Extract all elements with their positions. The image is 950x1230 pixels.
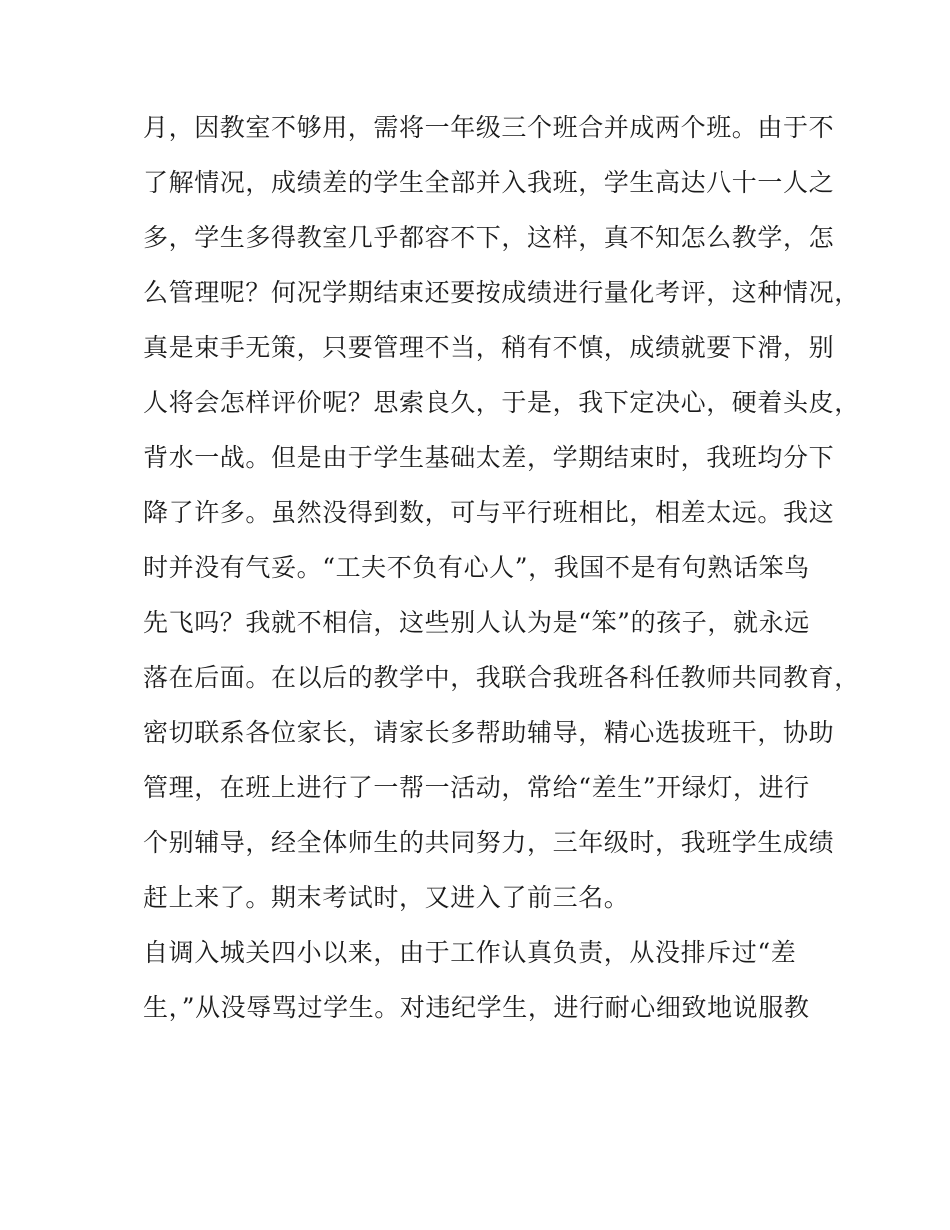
text-line: 降了许多。虽然没得到数，可与平行班相比，相差太远。我这: [143, 498, 835, 527]
text-line: 月，因教室不够用，需将一年级三个班合并成两个班。由于不: [143, 113, 835, 142]
text-line: 背水一战。但是由于学生基础太差，学期结束时，我班均分下: [143, 443, 835, 472]
text-line: 个别辅导，经全体师生的共同努力，三年级时，我班学生成绩: [143, 828, 835, 857]
text-line: 时并没有气妥。“工夫不负有心人”，我国不是有句熟话笨鸟: [143, 553, 810, 582]
text-line: 自调入城关四小以来，由于工作认真负责，从没排斥过“差: [143, 938, 797, 967]
text-line: 人将会怎样评价呢？思索良久，于是，我下定决心，硬着头皮，: [143, 388, 860, 417]
text-line: 落在后面。在以后的教学中，我联合我班各科任教师共同教育，: [143, 663, 860, 692]
text-line: 么管理呢？何况学期结束还要按成绩进行量化考评，这种情况，: [143, 278, 860, 307]
text-line: 管理，在班上进行了一帮一活动，常给“差生”开绿灯，进行: [143, 773, 810, 802]
text-line: 密切联系各位家长，请家长多帮助辅导，精心选拔班干，协助: [143, 718, 835, 747]
text-line: 生，”从没辱骂过学生。对违纪学生，进行耐心细致地说服教: [143, 993, 810, 1022]
text-line: 真是束手无策，只要管理不当，稍有不慎，成绩就要下滑，别: [143, 333, 835, 362]
text-line: 先飞吗？我就不相信，这些别人认为是“笨”的孩子，就永远: [143, 608, 810, 637]
text-line: 赶上来了。期末考试时，又进入了前三名。: [143, 883, 630, 912]
text-line: 了解情况，成绩差的学生全部并入我班，学生高达八十一人之: [143, 168, 835, 197]
text-line: 多，学生多得教室几乎都容不下，这样，真不知怎么教学，怎: [143, 223, 835, 252]
